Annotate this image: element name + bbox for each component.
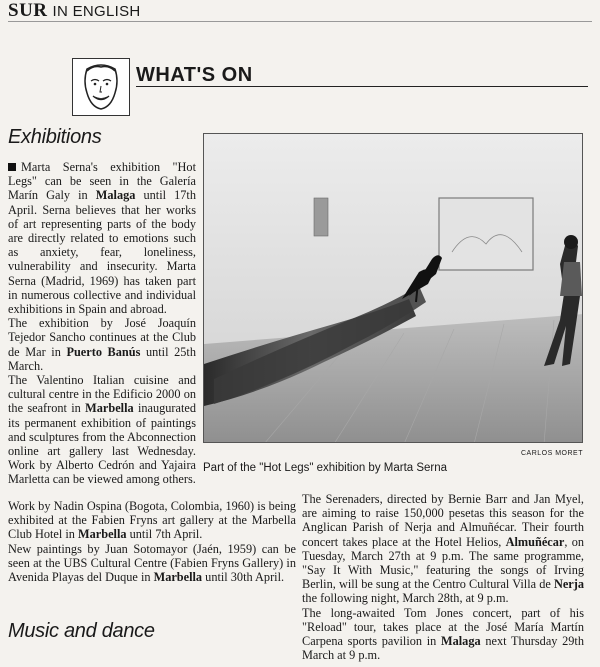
photo-credit: CARLOS MORET	[520, 450, 583, 457]
music-column	[302, 492, 584, 662]
section-title: WHAT'S ON	[136, 64, 253, 86]
masthead	[8, 0, 592, 22]
music-item: The Serenaders, directed by Bernie Barr and Jan Myel, are aiming to raise 150,000 pesetas this season for the Anglican Parish of Nerja and Almuñécar. Their fourth concert takes place at the Hotel Helios, Almuñécar, on Tuesday, March 27th at 9 p.m. The same programme, "Say It With Music," featuring the songs of Irving Berlin, will be sung at the Centro Cultural Villa de Nerja the following night, March 28th, at 9 p.m.	[302, 492, 584, 606]
exhibition-item: The Valentino Italian cuisine and cultural centre in the Edificio 2000 on the seafront in Marbella inaugurated its permanent exhibition of paintings and sculptures from the Abconnection online art gallery last Wednesday. Work by Alberto Cedrón and Yajaira Marletta can be viewed among others.	[8, 373, 196, 487]
cartoon-face-icon	[72, 58, 130, 116]
exhibitions-heading: Exhibitions	[8, 126, 102, 148]
music-heading: Music and dance	[8, 620, 155, 642]
section-divider	[136, 86, 588, 87]
exhibition-item: Work by Nadin Ospina (Bogota, Colombia, 1960) is being exhibited at the Fabien Fryns art gallery at the Marbella Club Hotel in Marbella until 7th April.	[8, 499, 296, 542]
exhibition-item: The exhibition by José Joaquín Tejedor Sancho continues at the Club de Mar in Puerto Banús until 25th March.	[8, 316, 196, 373]
exhibitions-column-lower	[8, 499, 296, 584]
bullet-square-icon	[8, 163, 16, 171]
exhibition-item: New paintings by Juan Sotomayor (Jaén, 1959) can be seen at the UBS Cultural Centre (Fabien Fryns Gallery) in Avenida Playas del Duque in Marbella until 30th April.	[8, 541, 296, 585]
music-item: The long-awaited Tom Jones concert, part of his "Reload" tour, takes place at the José María Martín Carpena sports pavilion in Malaga next Thursday 29th March at 9 p.m.	[302, 605, 584, 663]
exhibition-photo	[203, 133, 583, 443]
photo-caption: Part of the "Hot Legs" exhibition by Marta Serna	[203, 462, 448, 474]
exhibitions-column	[8, 160, 196, 487]
section-header	[72, 58, 592, 118]
masthead-brand: SUR	[8, 0, 48, 21]
masthead-edition: IN ENGLISH	[52, 3, 141, 20]
exhibition-item: Marta Serna's exhibition "Hot Legs" can be seen in the Galería Marín Galy in Malaga until 17th April. Serna believes that her works of art representing parts of the body are directly related to emotions such as anxiety, fear, loneliness, vulnerability and insecurity. Marta Serna (Madrid, 1969) has taken part in numerous collective and individual exhibitions in Spain and abroad.	[8, 160, 196, 317]
